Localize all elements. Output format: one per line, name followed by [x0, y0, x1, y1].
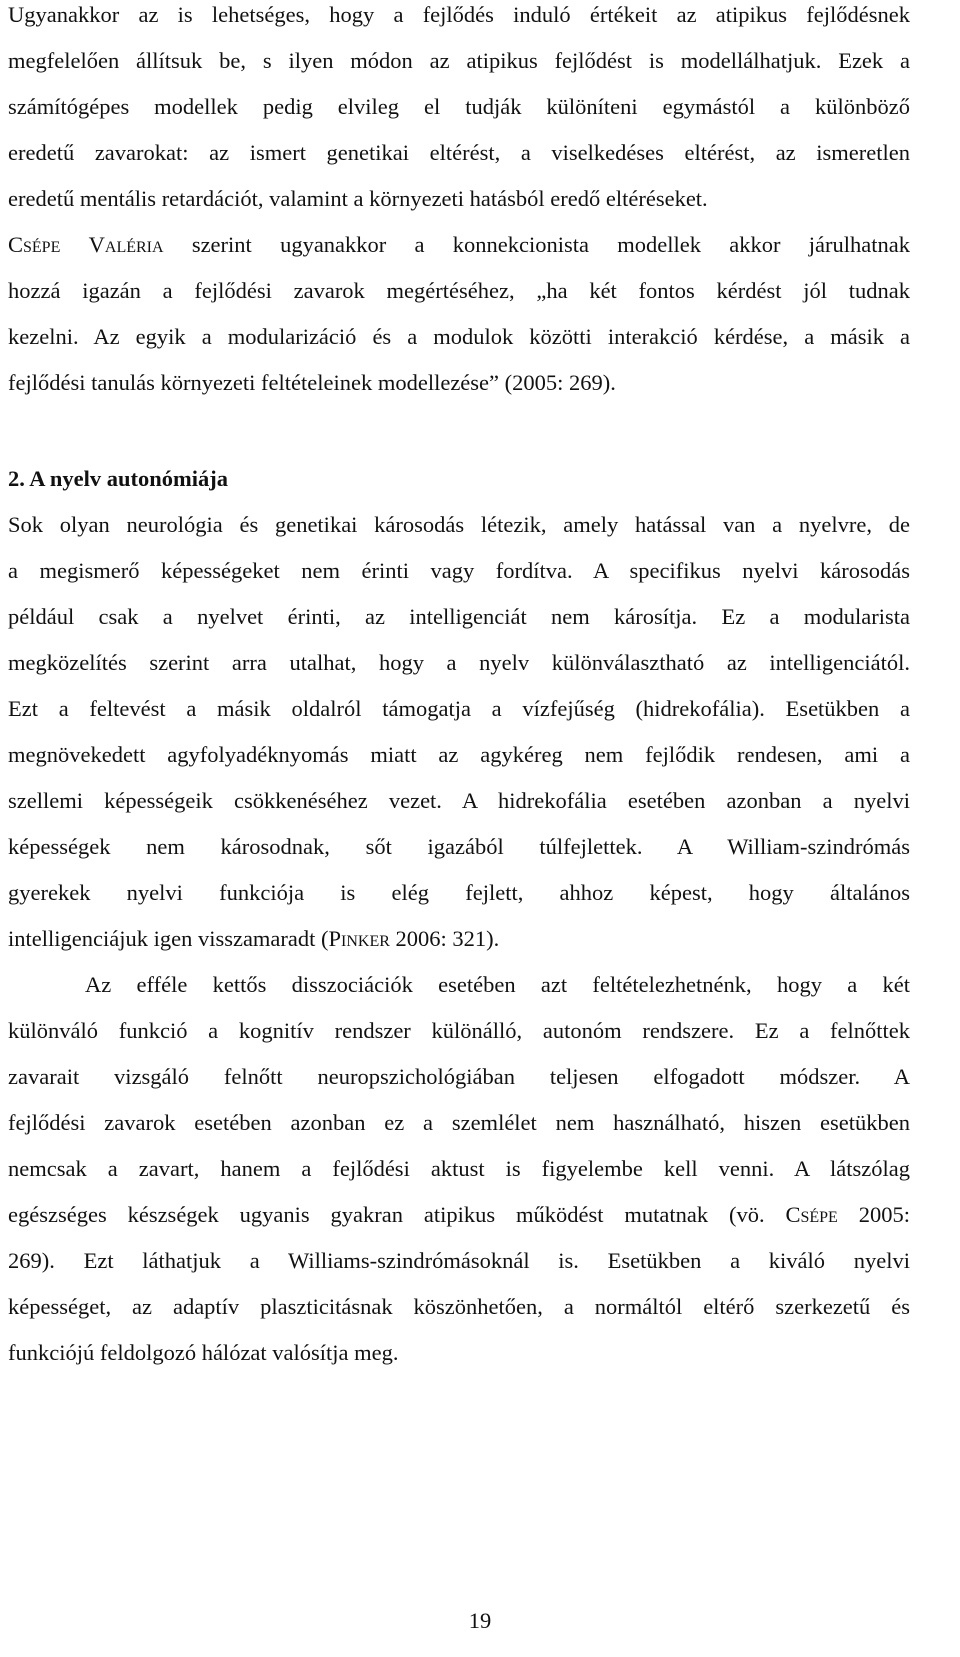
paragraph-1-line-5: eredetű mentális retardációt, valamint a környezeti hatásból eredő eltéréseket. [8, 186, 708, 211]
paragraph-3-line-10 [8, 924, 910, 954]
paragraph-3-line-4: megközelítés szerint arra utalhat, hogy a nyelv különválasztható az intelligenciától. [8, 650, 910, 675]
paragraph-3-line-2: a megismerő képességeket nem érinti vagy fordítva. A specifikus nyelvi károsodás [8, 558, 910, 583]
section-heading: 2. A nyelv autonómiája [8, 466, 229, 491]
paragraph-3-line-3: például csak a nyelvet érinti, az intelligenciát nem károsítja. Ez a modularista [8, 604, 910, 629]
paragraph-4-line-8: képességet, az adaptív plaszticitásnak köszönhetően, a normáltól eltérő szerkezetű és [8, 1294, 910, 1319]
paragraph-3-line-9: gyerekek nyelvi funkciója is elég fejlett, ahhoz képest, hogy általános [8, 880, 910, 905]
author-name-csepe-2: Csépe [785, 1202, 838, 1227]
paragraph-3-line-7: szellemi képességeik csökkenéséhez vezet. A hidrekofália esetében azonban a nyelvi [8, 788, 910, 813]
paragraph-4-line-5: nemcsak a zavart, hanem a fejlődési aktust is figyelembe kell venni. A látszólag [8, 1156, 910, 1181]
paragraph-3-line-1: Sok olyan neurológia és genetikai károsodás létezik, amely hatással van a nyelvre, de [8, 512, 910, 537]
paragraph-4-line-1: Az efféle kettős disszociációk esetében azt feltételezhetnénk, hogy a két [85, 972, 910, 997]
author-name-pinker: Pinker [328, 926, 390, 951]
paragraph-3-line-5: Ezt a feltevést a másik oldalról támogatja a vízfejűség (hidrekofália). Esetükben a [8, 696, 910, 721]
paragraph-1-line-2: megfelelően állítsuk be, s ilyen módon az atipikus fejlődést is modellálhatjuk. Ezek a [8, 48, 910, 73]
paragraph-4-line-6 [8, 1200, 910, 1230]
paragraph-3-line-6: megnövekedett agyfolyadéknyomás miatt az agykéreg nem fejlődik rendesen, ami a [8, 742, 910, 767]
paragraph-2-line-2: hozzá igazán a fejlődési zavarok megértéséhez, „ha két fontos kérdést jól tudnak [8, 278, 910, 303]
paragraph-3-line-10-text: intelligenciájuk igen visszamaradt ( [8, 926, 329, 951]
paragraph-2-line-3: kezelni. Az egyik a modularizáció és a modulok közötti interakció kérdése, a másik a [8, 324, 910, 349]
paragraph-4-line-9: funkciójú feldolgozó hálózat valósítja meg. [8, 1340, 399, 1365]
page-number: 19 [468, 1608, 492, 1633]
paragraph-3-line-10-citation: 2006: 321). [389, 926, 500, 951]
paragraph-1-line-1: Ugyanakkor az is lehetséges, hogy a fejlődés induló értékeit az atipikus fejlődésnek [8, 2, 910, 27]
paragraph-4-line-4: fejlődési zavarok esetében azonban ez a szemlélet nem használható, hiszen esetükben [8, 1110, 910, 1135]
paragraph-2-line-4: fejlődési tanulás környezeti feltételeinek modellezése” (2005: 269). [8, 370, 616, 395]
paragraph-1-line-4: eredetű zavarokat: az ismert genetikai eltérést, a viselkedéses eltérést, az ismeretlen [8, 140, 910, 165]
paragraph-2-line-1-text: szerint ugyanakkor a konnekcionista modellek akkor járulhatnak [163, 232, 911, 257]
paragraph-1-line-3: számítógépes modellek pedig elvileg el tudják különíteni egymástól a különböző [8, 94, 910, 119]
paragraph-4-line-3: zavarait vizsgáló felnőtt neuropszichológiában teljesen elfogadott módszer. A [8, 1064, 910, 1089]
paragraph-3-line-8: képességek nem károsodnak, sőt igazából túlfejlettek. A William-szindrómás [8, 834, 910, 859]
author-name-valeria: Valéria [88, 232, 164, 257]
paragraph-2-line-1 [8, 230, 910, 260]
paragraph-4-line-6-citation: 2005: [837, 1202, 910, 1227]
paragraph-4-line-6-text: egészséges készségek ugyanis gyakran atipikus működést mutatnak (vö. [8, 1202, 786, 1227]
paragraph-4-line-2: különváló funkció a kognitív rendszer különálló, autonóm rendszere. Ez a felnőttek [8, 1018, 910, 1043]
paragraph-4-line-7: 269). Ezt láthatjuk a Williams-szindrómásoknál is. Esetükben a kiváló nyelvi [8, 1248, 910, 1273]
author-name-csepe: Csépe [8, 232, 61, 257]
